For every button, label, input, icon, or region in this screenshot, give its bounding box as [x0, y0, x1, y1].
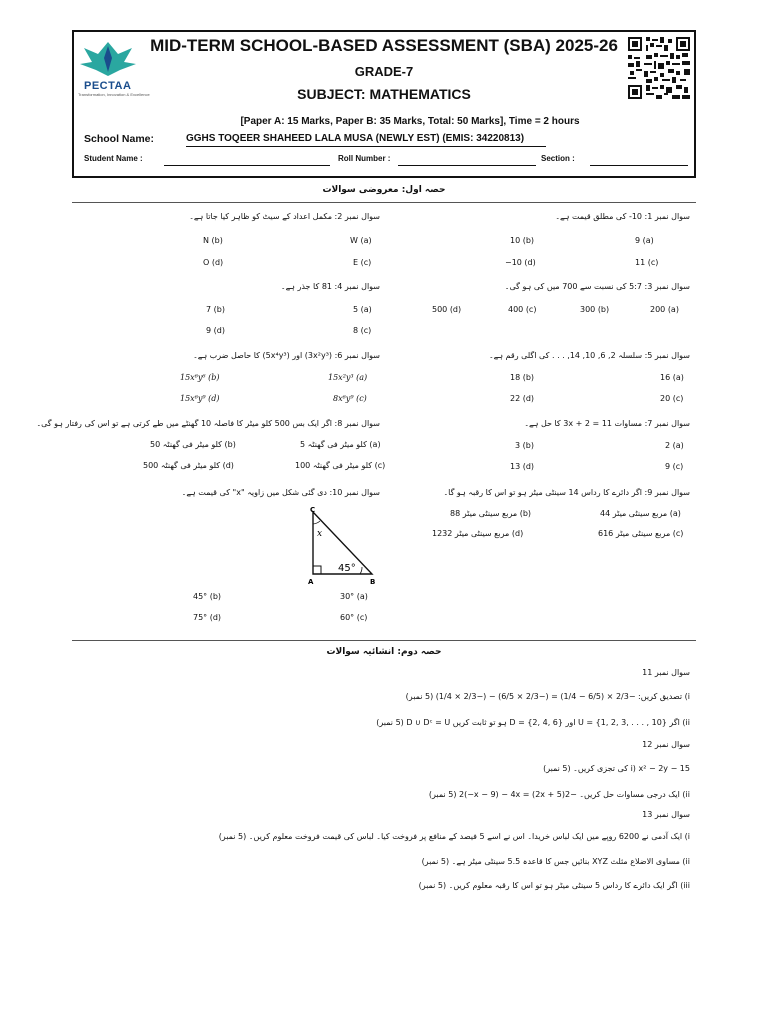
exam-title: MID-TERM SCHOOL-BASED ASSESSMENT (SBA) 2025-26: [150, 36, 618, 55]
q8-option-d: 500 کلو میٹر فی گھنٹہ (d): [143, 461, 234, 470]
q12-part-i: i) x² − 2y − 15 کی تجزی کریں۔ (5 نمبر): [543, 764, 690, 773]
logo-text: PECTAA: [84, 80, 132, 92]
question-11: سوال نمبر 11: [642, 668, 690, 677]
part2-rule: [72, 640, 696, 641]
roll-number-label: Roll Number :: [338, 154, 391, 163]
q2-option-d: O (d): [203, 258, 224, 267]
q4-option-a: 5 (a): [353, 305, 372, 314]
q5-option-d: 22 (d): [510, 394, 535, 403]
grade-label: GRADE-7: [354, 64, 414, 79]
q13-part-ii: ii) مساوی الاضلاع مثلث XYZ بنائیں جس کا قاعدہ 5.5 سینٹی میٹر ہے۔ (5 نمبر): [421, 857, 690, 866]
vertex-a-label: A: [308, 578, 314, 586]
school-name: GGHS TOQEER SHAHEED LALA MUSA (NEWLY EST) (EMIS: 34220813): [186, 133, 525, 144]
q6-option-d: 15x⁶y⁹ (d): [180, 394, 220, 403]
q9-option-a: 44 مربع سینٹی میٹر (a): [600, 509, 681, 518]
q8-option-b: 50 کلو میٹر فی گھنٹہ (b): [150, 440, 236, 449]
q2-option-c: E (c): [353, 258, 372, 267]
question-6: سوال نمبر 6: (3x²y³) اور (5x⁴y³) کا حاصل ضرب ہے۔: [193, 351, 380, 360]
subject-label: SUBJECT: MATHEMATICS: [297, 86, 471, 102]
question-2: سوال نمبر 2: مکمل اعداد کے سیٹ کو ظاہر کیا جاتا ہے۔: [189, 212, 380, 221]
part1-rule: [72, 202, 696, 203]
question-8: سوال نمبر 8: اگر ایک بس 500 کلو میٹر کا فاصلہ 10 گھنٹے میں طے کرتی ہے تو اس کی رفتار ہو گی۔: [36, 419, 380, 428]
q1-option-b: 10 (b): [510, 236, 535, 245]
vertex-b-label: B: [370, 578, 376, 586]
q10-option-b: 45° (b): [193, 592, 222, 601]
question-1: سوال نمبر 1: 10- کی مطلق قیمت ہے۔: [555, 212, 690, 221]
q3-option-d: 500 (d): [432, 305, 462, 314]
q4-option-c: 8 (c): [353, 326, 372, 335]
q2-option-a: W (a): [350, 236, 372, 245]
q5-option-a: 16 (a): [660, 373, 684, 382]
q7-option-b: 3 (b): [515, 441, 534, 450]
student-name-field[interactable]: [164, 165, 330, 166]
q8-option-a: 5 کلو میٹر فی گھنٹہ (a): [300, 440, 381, 449]
q4-option-d: 9 (d): [206, 326, 225, 335]
q3-option-c: 400 (c): [508, 305, 537, 314]
qr-code: [628, 36, 690, 100]
q3-option-a: 200 (a): [650, 305, 679, 314]
q7-option-c: 9 (c): [665, 462, 684, 471]
q6-option-c: 8x⁶y⁹ (c): [333, 394, 367, 403]
vertex-c-label: C: [310, 506, 316, 514]
q10-option-c: 60° (c): [340, 613, 368, 622]
question-12: سوال نمبر 12: [642, 740, 690, 749]
roll-number-field[interactable]: [398, 165, 536, 166]
question-9: سوال نمبر 9: اگر دائرے کا رداس 14 سینٹی میٹر ہو تو اس کا رقبہ ہو گا۔: [443, 488, 690, 497]
question-13: سوال نمبر 13: [642, 810, 690, 819]
student-name-label: Student Name :: [84, 154, 143, 163]
q13-part-i: i) ایک آدمی نے 6200 روپے میں ایک لباس خریدا۔ اس نے اسے 5 فیصد کے منافع پر فروخت کیا۔ لباس کی قیمت فروخت معلوم کریں۔ (5 نمبر): [218, 832, 690, 841]
q10-option-d: 75° (d): [193, 613, 222, 622]
q1-option-a: 9 (a): [635, 236, 654, 245]
logo-tagline: Transformation, Innovation & Excellence: [78, 92, 150, 97]
part1-title: حصہ اول: معروضی سوالات: [322, 185, 446, 195]
q10-option-a: 30° (a): [340, 592, 368, 601]
q6-option-a: 15x²y³ (a): [328, 373, 368, 382]
q11-part-i: i) تصدیق کریں: −2/3 × (6/5 − 1/4) = (−2/3 × 6/5) − (−2/3 × 1/4) (5 نمبر): [405, 692, 690, 701]
angle-45-label: 45°: [338, 563, 356, 574]
q13-part-iii: iii) اگر ایک دائرے کا رداس 5 سینٹی میٹر ہو تو اس کا رقبہ معلوم کریں۔ (5 نمبر): [418, 881, 690, 890]
question-5: سوال نمبر 5: سلسلہ 2, 6, 10, 14, . . . کی اگلی رقم ہے۔: [488, 351, 690, 360]
q9-option-c: 616 مربع سینٹی میٹر (c): [598, 529, 684, 538]
q3-option-b: 300 (b): [580, 305, 610, 314]
paper-info: [Paper A: 15 Marks, Paper B: 35 Marks, Total: 50 Marks], Time = 2 hours: [240, 116, 580, 127]
q6-option-b: 15x⁶y⁶ (b): [180, 373, 220, 382]
q9-option-d: 1232 مربع سینٹی میٹر (d): [432, 529, 524, 538]
q7-option-a: 2 (a): [665, 441, 684, 450]
question-3: سوال نمبر 3: 5:7 کی نسبت سے 700 میں کی ہو گی۔: [504, 282, 690, 291]
q1-option-c: 11 (c): [635, 258, 659, 267]
q12-part-ii: ii) ایک درجی مساوات حل کریں۔ −2(2x + 5) = 2(−x − 9) − 4x (5 نمبر): [428, 790, 690, 799]
q8-option-c: 100 کلو میٹر فی گھنٹہ (c): [295, 461, 386, 470]
question-7: سوال نمبر 7: مساوات 11 = 2 + 3x کا حل ہے۔: [524, 419, 690, 428]
question-4: سوال نمبر 4: 81 کا جذر ہے۔: [280, 282, 380, 291]
school-underline: [186, 146, 546, 147]
q2-option-b: N (b): [203, 236, 223, 245]
school-label: School Name:: [84, 133, 155, 145]
q4-option-b: 7 (b): [206, 305, 225, 314]
part2-title: حصہ دوم: انشائیہ سوالات: [326, 647, 442, 657]
triangle-figure: [300, 504, 382, 588]
question-10: سوال نمبر 10: دی گئی شکل میں زاویہ "x" کی قیمت ہے۔: [181, 488, 380, 497]
q11-part-ii: ii) اگر U = {1, 2, 3, . . . , 10} اور D = {2, 4, 6} ہو تو ثابت کریں D ∪ Dᶜ = U (5 نمبر): [376, 718, 690, 727]
q5-option-c: 20 (c): [660, 394, 684, 403]
q5-option-b: 18 (b): [510, 373, 535, 382]
section-label: Section :: [541, 154, 575, 163]
q9-option-b: 88 مربع سینٹی میٹر (b): [450, 509, 532, 518]
q7-option-d: 13 (d): [510, 462, 535, 471]
angle-x-label: x: [317, 529, 323, 539]
q1-option-d: −10 (d): [505, 258, 536, 267]
section-field[interactable]: [590, 165, 688, 166]
